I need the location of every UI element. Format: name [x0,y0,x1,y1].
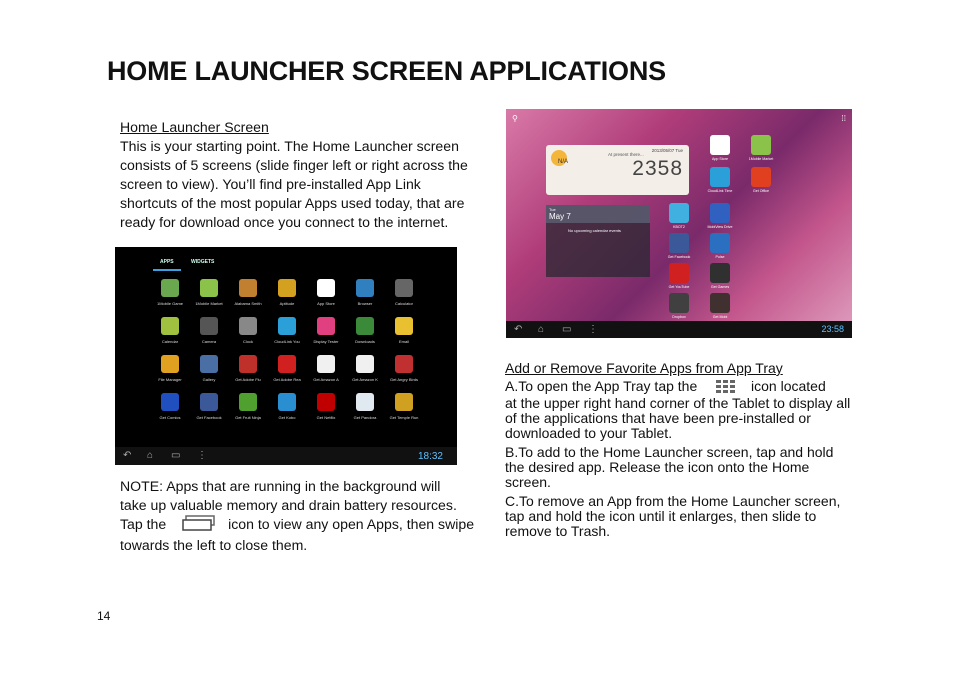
app-icon [356,393,374,411]
app-label: Get Comics [159,415,181,420]
tray-app[interactable] [268,393,306,420]
app-label: File Manager [158,377,182,382]
app-icon [669,203,689,223]
tray-app[interactable] [307,393,345,420]
app-icon [669,263,689,283]
home-app[interactable] [705,263,735,289]
widget-time: 2358 [632,157,683,180]
app-icon [239,279,257,297]
tray-app[interactable] [346,355,384,382]
tray-app[interactable] [151,317,189,344]
app-icon [395,355,413,373]
tab-indicator [153,269,181,271]
tab-widgets[interactable]: WIDGETS [191,259,215,265]
app-label: Get Adobe Flu [235,377,261,382]
app-label: Get Pandora [353,415,377,420]
search-icon[interactable]: ⚲ [512,114,518,123]
app-icon [239,355,257,373]
app-icon [710,263,730,283]
home-app[interactable] [746,167,776,193]
home-icon[interactable]: ⌂ [147,450,154,461]
home-launcher-screenshot [506,109,852,338]
tray-app[interactable] [385,393,423,420]
app-icon [669,233,689,253]
step-a [505,379,855,441]
app-label: Email [398,339,409,344]
app-icon [161,279,179,297]
weather-summary: At present there... [608,152,644,157]
tray-app[interactable] [229,317,267,344]
tray-app[interactable] [190,355,228,382]
app-tray-screenshot [115,247,457,465]
step-a-text: at the upper right hand corner of the Tablet to display all of the applications that have been pre-installed or downloaded to your Tablet. [505,395,851,441]
tray-app[interactable] [151,355,189,382]
app-icon [710,293,730,313]
system-nav-bar [506,321,852,338]
app-icon [278,279,296,297]
app-icon [278,355,296,373]
app-icon [710,233,730,253]
app-icon [161,355,179,373]
app-icon [278,393,296,411]
app-icon [710,167,730,187]
tray-app[interactable] [190,279,228,306]
app-icon [200,279,218,297]
calendar-date: May 7 [549,212,571,221]
app-label: Get YouTube [668,285,690,289]
tray-app[interactable] [229,355,267,382]
step-a-text: A.To open the App Tray tap the [505,378,698,395]
app-icon [751,135,771,155]
app-label: Gallery [202,377,216,382]
app-icon [395,279,413,297]
app-label: MobiView Drive [707,225,733,229]
app-label: Alabama Smith [234,301,262,306]
app-label: Get Facebook [196,415,222,420]
app-label: CloudLink You [274,339,300,344]
tray-app[interactable] [268,317,306,344]
paragraph-line: screen to view). You’ll find pre-installed App Link [120,176,421,192]
tray-app[interactable] [307,355,345,382]
tray-app[interactable] [268,355,306,382]
app-icon [669,293,689,313]
menu-icon[interactable]: ⋮ [588,324,598,335]
tray-tabs [115,247,457,273]
page-title: HOME LAUNCHER SCREEN APPLICATIONS [107,56,666,86]
app-label: Browser [357,301,373,306]
tray-app[interactable] [190,393,228,420]
tray-app[interactable] [190,317,228,344]
app-label: Camera [201,339,217,344]
app-label: Get Games [710,285,730,289]
menu-icon[interactable]: ⋮ [197,450,207,461]
calendar-widget[interactable] [546,205,650,277]
tray-app[interactable] [385,317,423,344]
home-app[interactable] [664,263,694,289]
app-label: Dropbox [672,315,686,319]
app-label: Get Temple Run [389,415,419,420]
paragraph-line: This is your starting point. The Home Launcher screen [120,138,459,154]
home-app[interactable] [746,135,776,161]
tray-app[interactable] [385,355,423,382]
app-icon [317,355,335,373]
tray-app[interactable] [229,393,267,420]
app-icon [278,317,296,335]
tray-app[interactable] [346,393,384,420]
app-icon [317,317,335,335]
step-b: B.To add to the Home Launcher screen, tap and hold the desired app. Release the icon onto the Home screen. [505,444,834,490]
app-label: Clock [242,339,253,344]
app-label: Get Kobo [278,415,296,420]
app-icon [356,317,374,335]
app-label: Pulse [715,255,725,259]
system-nav-bar [115,447,457,465]
recent-apps-icon[interactable]: ▭ [562,324,572,335]
app-label: Get Amazon A [313,377,339,382]
tray-app[interactable] [151,393,189,420]
home-app[interactable] [664,233,694,259]
app-grid-icon[interactable]: ⁞⁞ [841,114,846,123]
tray-app[interactable] [229,279,267,306]
home-app[interactable] [705,233,735,259]
status-clock: 23:58 [821,324,844,334]
app-label: App Store [317,301,335,306]
app-icon [751,167,771,187]
app-label: Get Mobi [712,315,728,319]
note-line: towards the left to close them. [120,537,308,553]
home-app[interactable] [705,203,735,229]
app-icon [710,203,730,223]
tray-app[interactable] [385,279,423,306]
app-label: Display Tester [313,339,339,344]
app-icon [356,279,374,297]
note-section [120,477,490,555]
back-icon[interactable]: ↶ [123,450,132,461]
home-app[interactable] [705,167,735,193]
app-label: Calendar [161,339,179,344]
app-label: Get Amazon K [352,377,378,382]
app-label: Get Angry Birds [389,377,418,382]
app-icon [395,317,413,335]
app-label: Calculator [394,301,413,306]
app-icon [161,317,179,335]
tray-app[interactable] [307,279,345,306]
note-line: NOTE: Apps that are running in the background will [120,478,441,494]
home-app[interactable] [664,203,694,229]
app-label: 1Mobile Game [156,301,183,306]
note-line-with-icon [120,515,490,536]
tray-app[interactable] [151,279,189,306]
paragraph-line: shortcuts of the most popular Apps used today, that are [120,195,465,211]
app-label: Get Netflix [316,415,336,420]
calendar-header [546,205,650,223]
app-icon [710,135,730,155]
section-heading: Home Launcher Screen [120,119,269,135]
note-text: icon to view any open Apps, then swipe [228,516,475,533]
page-number: 14 [97,609,111,623]
tray-app[interactable] [268,279,306,306]
recent-apps-icon[interactable]: ▭ [171,450,181,461]
app-icon [356,355,374,373]
app-grid-icon [715,379,737,396]
tray-app[interactable] [346,317,384,344]
clock-weather-widget[interactable] [546,145,689,195]
app-label: Aptitude [279,301,295,306]
calendar-event: No upcoming calendar events [568,228,621,233]
app-icon [239,317,257,335]
app-label: 1Mobile Market [195,301,223,306]
app-label: KBOT2 [673,225,685,229]
app-label: Get Fruit Ninja [235,415,261,420]
app-icon [200,355,218,373]
app-icon [161,393,179,411]
recent-apps-icon [182,515,216,536]
weather-value: N/A [558,159,569,165]
step-a-text: icon located [751,378,826,395]
app-icon [317,393,335,411]
step-c: C.To remove an App from the Home Launcher screen, tap and hold the icon until it enlarges, then slide to remove to Trash. [505,493,841,539]
app-label: 1Mobile Market [748,157,774,161]
app-label: Downloads [355,339,375,344]
status-clock: 18:32 [417,451,443,462]
home-launcher-section [120,118,490,232]
app-icon [395,393,413,411]
add-remove-section [505,360,855,539]
section-heading: Add or Remove Favorite Apps from App Tray [505,360,783,376]
paragraph-line: ready for download once you connect to the internet. [120,214,449,230]
app-label: CloudLink Time [707,189,733,193]
tray-app[interactable] [346,279,384,306]
app-icon [200,317,218,335]
app-label: Get Facebook [667,255,691,259]
home-app[interactable] [705,135,735,161]
widget-date: 2013/05/07 Tue [651,148,683,153]
app-icon [200,393,218,411]
home-app[interactable] [664,293,694,319]
back-icon[interactable]: ↶ [514,324,523,335]
app-label: Get Office [752,189,770,193]
app-icon [317,279,335,297]
note-line: take up valuable memory and drain battery resources. [120,497,457,513]
tab-apps[interactable]: APPS [160,259,174,265]
app-label: App Store [712,157,728,161]
paragraph-line: consists of 5 screens (slide finger left or right across the [120,157,468,173]
home-app[interactable] [705,293,735,319]
app-icon [239,393,257,411]
note-text: Tap the [120,516,167,533]
home-icon[interactable]: ⌂ [538,324,545,335]
tray-app[interactable] [307,317,345,344]
app-label: Get Adobe Rea [273,377,301,382]
calendar-day: Tue [549,207,556,212]
